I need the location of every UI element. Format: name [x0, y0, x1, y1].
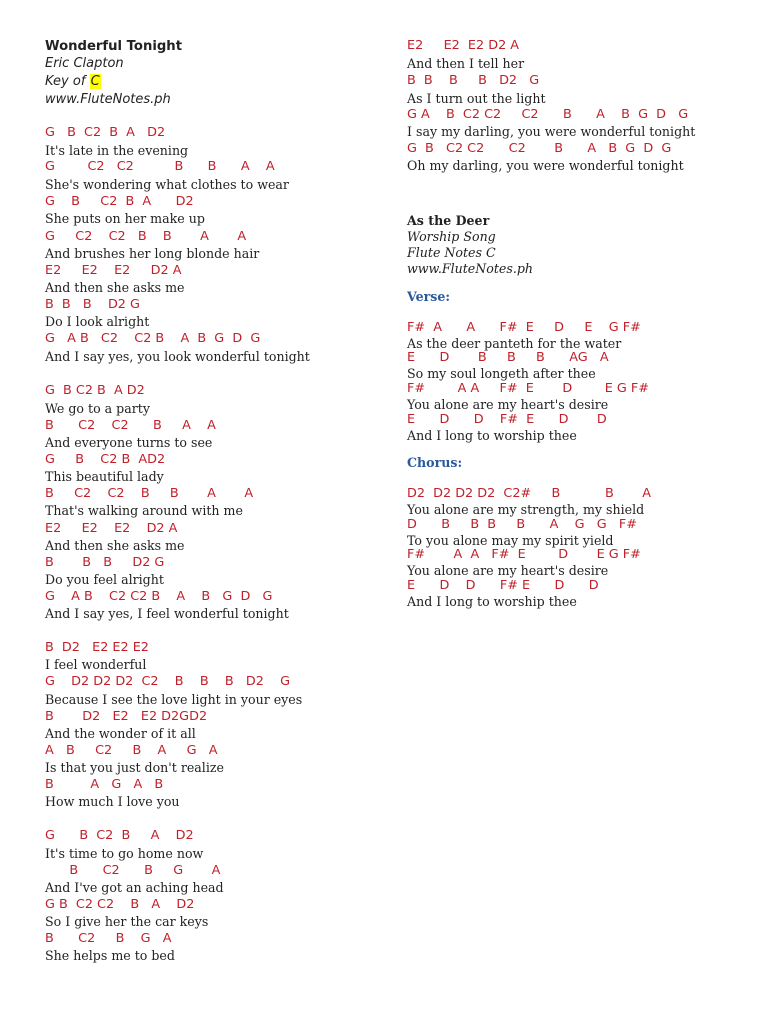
lyric-line: Do you feel alright	[45, 572, 164, 587]
lyric-line: Oh my darling, you were wonderful tonight	[407, 158, 684, 173]
lyric-line: So my soul longeth after thee	[407, 366, 596, 381]
note-line: A B C2 B A G A	[45, 743, 218, 758]
lyric-line: And I long to worship thee	[407, 428, 577, 443]
note-line: G A B C2 C2 B A B G D G	[45, 331, 261, 346]
note-line: E D D F# E D D	[407, 578, 599, 593]
second-song-title: As the Deer	[407, 213, 490, 228]
lyric-line: She helps me to bed	[45, 948, 175, 963]
website-link: www.FluteNotes.ph	[45, 92, 171, 107]
lyric-line: Because I see the love light in your eyes	[45, 692, 303, 707]
lyric-line: And I long to worship thee	[407, 594, 577, 609]
note-line: B B B B D2 G	[407, 73, 540, 88]
lyric-line: Is that you just don't realize	[45, 760, 224, 775]
second-song-type: Worship Song	[407, 229, 496, 244]
artist-name: Eric Clapton	[45, 56, 124, 71]
note-line: E D B B B AG A	[407, 350, 609, 365]
note-line: E2 E2 E2 D2 A	[407, 38, 520, 53]
lyric-line: And then I tell her	[407, 56, 525, 71]
lyric-line: You alone are my heart's desire	[407, 563, 609, 578]
note-line: B B B D2 G	[45, 297, 140, 312]
note-line: B D2 E2 E2 D2GD2	[45, 709, 208, 724]
note-line: F# A A F# E D E G F#	[407, 381, 649, 396]
lyric-line: You alone are my strength, my shield	[407, 502, 645, 517]
note-line: E2 E2 E2 D2 A	[45, 263, 182, 278]
note-line: F# A A F# E D E G F#	[407, 547, 641, 562]
note-line: D B B B B A G G F#	[407, 517, 637, 532]
note-line: G C2 C2 B B A A	[45, 229, 247, 244]
note-line: G B C2 B A D2	[45, 383, 145, 398]
note-line: B C2 C2 B A A	[45, 418, 216, 433]
lyric-line: That's walking around with me	[45, 503, 243, 518]
key-highlight: C	[90, 74, 100, 89]
song-title: Wonderful Tonight	[45, 39, 182, 54]
note-line: B A G A B	[45, 777, 164, 792]
note-line: E D D F# E D D	[407, 412, 607, 427]
lyric-line: As I turn out the light	[407, 91, 546, 106]
lyric-line: And I've got an aching head	[45, 880, 224, 895]
second-song-key: Flute Notes C	[407, 245, 496, 260]
song-key	[45, 74, 101, 90]
note-line: G D2 D2 D2 C2 B B B D2 G	[45, 674, 291, 689]
key-prefix: Key of	[45, 74, 90, 89]
note-line: E2 E2 E2 D2 A	[45, 521, 178, 536]
note-line: B C2 B G A	[45, 863, 221, 878]
lyric-line: And brushes her long blonde hair	[45, 246, 260, 261]
lyric-line: She puts on her make up	[45, 211, 205, 226]
lyric-line: It's time to go home now	[45, 846, 204, 861]
lyric-line: And I say yes, I feel wonderful tonight	[45, 606, 289, 621]
note-line: G B C2 B A D2	[45, 125, 166, 140]
note-line: G B C2 C2 C2 B A B G D G	[407, 141, 672, 156]
lyric-line: And everyone turns to see	[45, 435, 213, 450]
note-line: G A B C2 C2 C2 B A B G D G	[407, 107, 689, 122]
lyric-line: You alone are my heart's desire	[407, 397, 609, 412]
note-line: B C2 C2 B B A A	[45, 486, 254, 501]
note-line: G B C2 B A D2	[45, 194, 194, 209]
lyric-line: And the wonder of it all	[45, 726, 196, 741]
lyric-line: Do I look alright	[45, 314, 150, 329]
lyric-line: And I say yes, you look wonderful tonight	[45, 349, 310, 364]
note-line: B D2 E2 E2 E2	[45, 640, 149, 655]
note-line: B C2 B G A	[45, 931, 172, 946]
note-line: G C2 C2 B B A A	[45, 159, 275, 174]
lyric-line: We go to a party	[45, 401, 150, 416]
second-song-website: www.FluteNotes.ph	[407, 261, 533, 276]
chorus-heading: Chorus:	[407, 455, 463, 470]
note-line: G B C2 B AD2	[45, 452, 166, 467]
lyric-line: How much I love you	[45, 794, 180, 809]
note-line: G A B C2 C2 B A B G D G	[45, 589, 273, 604]
note-line: F# A A F# E D E G F#	[407, 320, 641, 335]
lyric-line: And then she asks me	[45, 538, 185, 553]
note-line: D2 D2 D2 D2 C2# B B A	[407, 486, 652, 501]
verse-heading: Verse:	[407, 289, 451, 304]
note-line: G B C2 B A D2	[45, 828, 194, 843]
lyric-line: I say my darling, you were wonderful tonight	[407, 124, 696, 139]
lyric-line: And then she asks me	[45, 280, 185, 295]
lyric-line: As the deer panteth for the water	[407, 336, 622, 351]
note-line: G B C2 C2 B A D2	[45, 897, 195, 912]
note-line: B B B D2 G	[45, 555, 165, 570]
lyric-line: It's late in the evening	[45, 143, 189, 158]
lyric-line: So I give her the car keys	[45, 914, 209, 929]
lyric-line: I feel wonderful	[45, 657, 147, 672]
lyric-line: To you alone may my spirit yield	[407, 533, 614, 548]
lyric-line: She's wondering what clothes to wear	[45, 177, 289, 192]
lyric-line: This beautiful lady	[45, 469, 164, 484]
